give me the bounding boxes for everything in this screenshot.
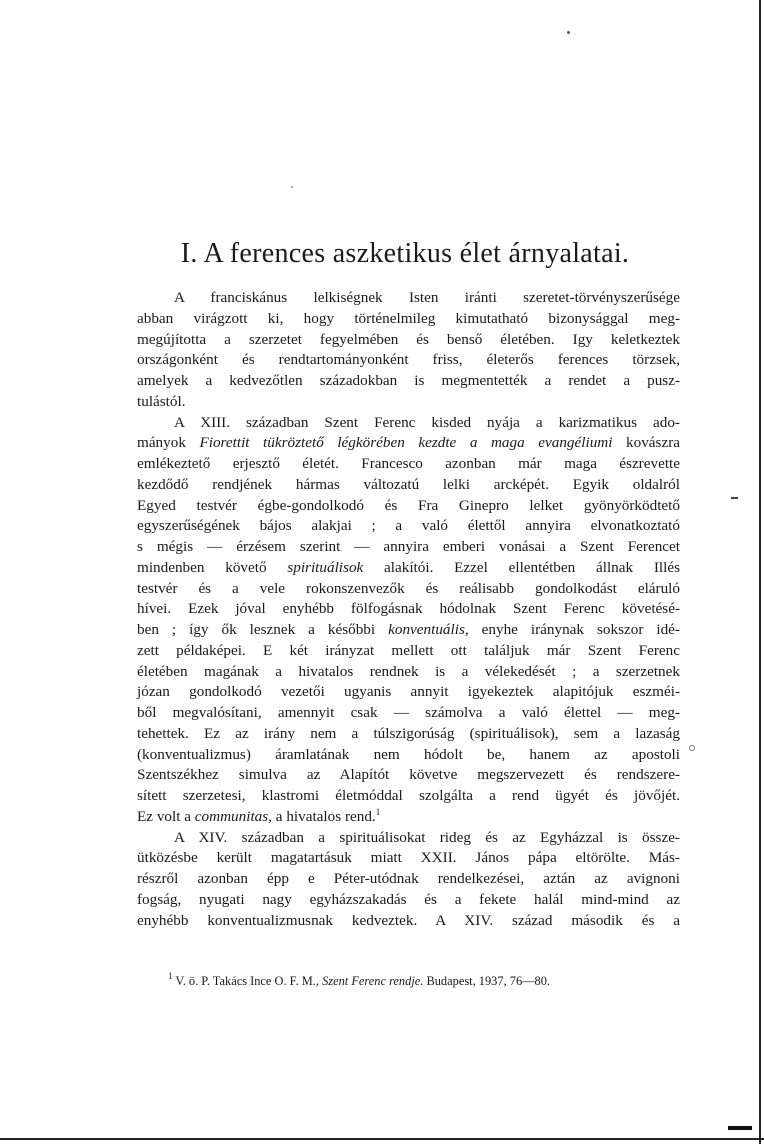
text-run: alakítói. Ezzel ellentétben állnak Illés (363, 558, 680, 576)
chapter-title: I. A ferences aszketikus élet árnyalatai. (180, 238, 630, 269)
text-run: mányok (137, 434, 200, 452)
italic-run: Szent Ferenc rendje. (322, 974, 424, 988)
text-line: életében magának a hivatalos rendnek is a vélekedését ; a szerzetnek (137, 662, 680, 680)
text-line: megújította a szerzetet fegyelmében és benső életében. Igy keletkeztek (137, 330, 680, 348)
text-line: hívei. Ezek jóval enyhébb fölfogásnak hódolnak Szent Ferenc követésé- (137, 600, 680, 618)
scan-speck (567, 31, 570, 34)
text-line: országonként és rendtartományonként friss, életerős ferences törzsek, (137, 351, 680, 369)
page-edge-bottom (0, 1138, 764, 1140)
italic-run: Fiorettit tükröztető légkörében kezdte a maga evangéliumi (199, 434, 613, 452)
text-run: mindenben követő (137, 558, 288, 576)
body-text (137, 288, 680, 931)
text-line: ből megvalósítani, amennyit csak — számolva a való élettel — meg- (137, 704, 680, 721)
text-run: enyhe iránynak sokszor idé- (468, 621, 680, 638)
text-line: ütközésbe került magatartásuk miatt XXII. János pápa eltörölte. Más- (137, 849, 680, 867)
scan-speck (291, 186, 293, 188)
text-line: Szentszékhez simulva az Alapítót követve megszervezett és rendszere- (137, 766, 680, 784)
text-line: (konventualizmus) áramlatának nem hódolt be, hanem az apostoli (137, 745, 680, 763)
text-line: emlékeztető erjesztő életét. Francesco azonban már maga észrevette (137, 455, 680, 472)
text-line: részről azonban épp e Péter-utódnak rendelkezései, aztán az avignoni (137, 870, 680, 887)
footnote (168, 973, 688, 989)
footnote-marker: 1 (168, 971, 173, 981)
text-run: ben ; így ők lesznek a későbbi (137, 621, 389, 638)
text-run: a hivatalos rend. (271, 807, 376, 825)
text-line: kezdődő rendjének hármas változatú lelki arcképét. Egyik oldalról (137, 475, 680, 493)
text-line (137, 807, 680, 828)
text-line: testvér és a vele rokonszenvezők és reálisabb gondolkodást eláruló (137, 579, 680, 597)
text-line (137, 558, 680, 579)
text-line: egyszerűségének bájos alakjai ; a való élettől annyira elvonatkoztató (137, 517, 680, 535)
text-run: kovászra (612, 434, 680, 452)
text-line: amelyek a kedvezőtlen századokban is megmentették a rendet a pusz- (137, 372, 680, 389)
italic-run: konventuális, (388, 621, 469, 638)
text-line: fogság, nyugati nagy egyházszakadás és a fekete halál mind-mind az (137, 890, 680, 908)
page-edge-right (759, 0, 761, 1144)
text-line: abban virágzott ki, hogy történelmileg kimutatható bizonysággal meg- (137, 309, 680, 327)
text-line (137, 620, 680, 641)
text-line: enyhébb konventualizmusnak kedveztek. A XIV. század második és a (137, 911, 680, 929)
text-line: A XIV. században a spirituálisokat rideg és az Egyházzal is össze- (174, 828, 680, 846)
footnote-reference: 1 (375, 806, 381, 817)
text-line (137, 433, 680, 454)
text-line: A franciskánus lelkiségnek Isten iránti szeretet-törvényszerűsége (174, 289, 680, 306)
text-run: Ez volt a (137, 807, 195, 825)
text-line: tehettek. Ez az irány nem a túlszigorúság (spirituálisok), sem a lazaság (137, 724, 680, 742)
text-line: A XIII. században Szent Ferenc kisded nyája a karizmatikus ado- (174, 413, 680, 431)
italic-run: spirituálisok (287, 558, 364, 576)
italic-run: communitas, (194, 807, 272, 825)
text-line: sített szerzetesi, klastromi életmóddal szolgálta a rend ügyét és jövőjét. (137, 787, 680, 804)
text-line: Egyed testvér égbe-gondolkodó és Fra Ginepro lelket gyönyörködtető (137, 496, 680, 514)
text-line: tulástól. (137, 392, 186, 410)
text-run: V. ö. P. Takács Ince O. F. M., (172, 974, 323, 988)
margin-mark (731, 497, 738, 499)
text-run: Budapest, 1937, 76—80. (423, 974, 551, 988)
scan-corner-mark (728, 1126, 752, 1130)
text-line: zett példaképei. E két irányzat mellett ott találjuk már Szent Ferenc (137, 641, 680, 659)
text-line: józan gondolkodó vezetői ugyanis annyit igyekeztek alapitójuk eszméi- (137, 683, 680, 701)
margin-mark (689, 745, 695, 751)
text-line: s mégis — érzésem szerint — annyira emberi vonásai a Szent Ferencet (137, 538, 680, 555)
